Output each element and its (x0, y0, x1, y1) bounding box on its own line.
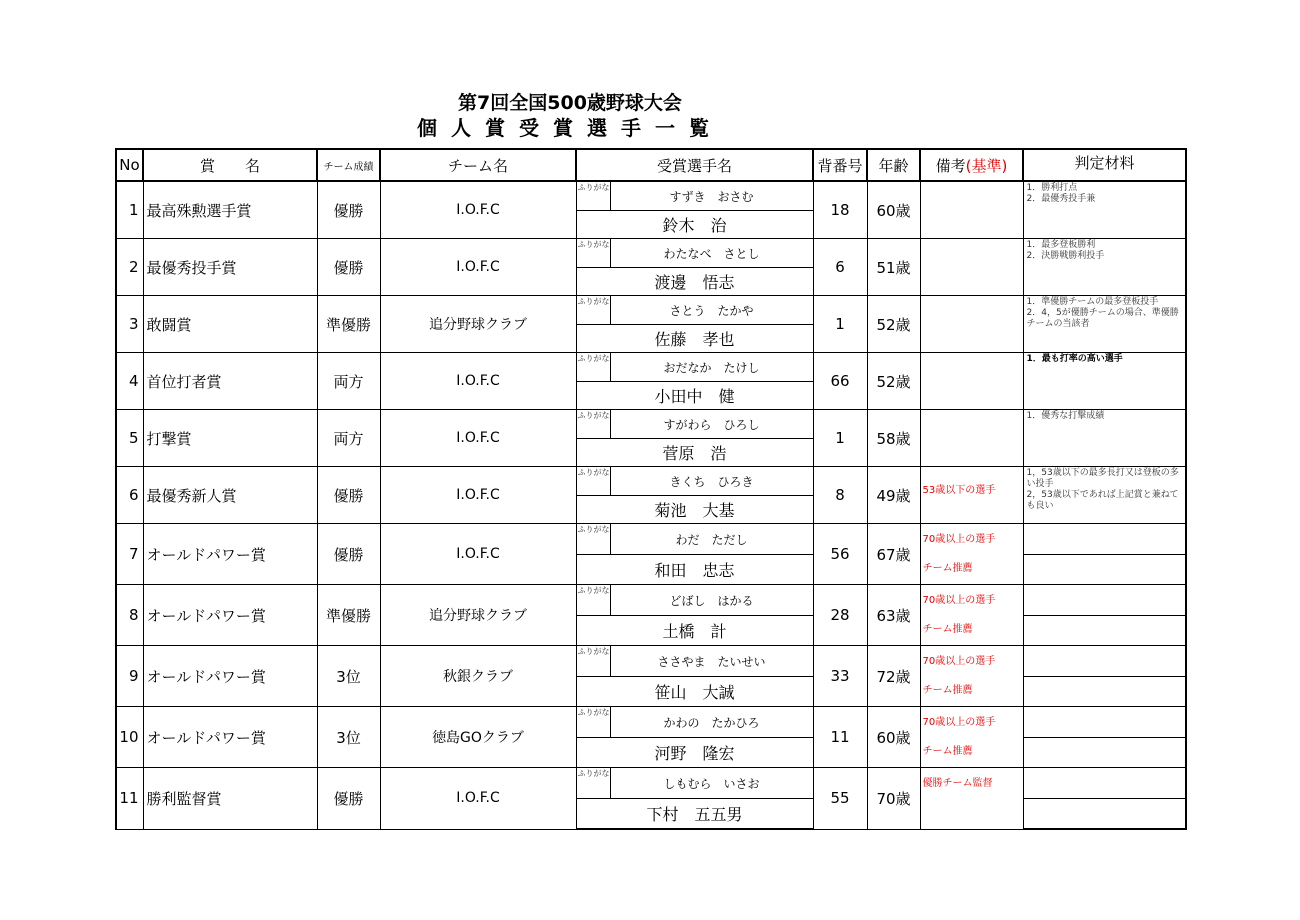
furigana-label: ふりがな (576, 353, 610, 382)
header-no: No (116, 149, 143, 181)
table-row (116, 646, 1186, 677)
table-row (116, 410, 1186, 439)
player-furigana: すがわら ひろし (610, 410, 813, 439)
player-furigana: わだ ただし (610, 524, 813, 555)
remarks (920, 585, 1023, 646)
criteria-cell (1023, 768, 1186, 799)
player-name: 菅原 浩 (576, 439, 813, 467)
award-name: 最高殊勲選手賞 (143, 181, 317, 239)
table-row (116, 296, 1186, 325)
header-remarks (920, 149, 1023, 181)
criteria-cell (1023, 646, 1186, 677)
remarks-line1: 70歳以上の選手 (922, 717, 996, 728)
row-no: 8 (116, 585, 143, 646)
player-furigana: ささやま たいせい (610, 646, 813, 677)
table-row (116, 239, 1186, 268)
team-name: I.O.F.C (380, 181, 576, 239)
furigana-label: ふりがな (576, 467, 610, 496)
player-furigana: わたなべ さとし (610, 239, 813, 268)
player-furigana: かわの たかひろ (610, 707, 813, 738)
header-criteria: 判定材料 (1023, 149, 1186, 181)
page-subtitle: 個人賞受賞選手一覧 (417, 116, 723, 140)
team-result: 3位 (317, 707, 380, 768)
player-furigana: すずき おさむ (610, 181, 813, 211)
row-no: 7 (116, 524, 143, 585)
header-result: チーム成績 (317, 149, 380, 181)
row-no: 10 (116, 707, 143, 768)
player-age: 63歳 (867, 585, 920, 646)
header-award: 賞 名 (143, 149, 317, 181)
player-age: 58歳 (867, 410, 920, 467)
player-name: 下村 五五男 (576, 799, 813, 830)
criteria-cell: 1．最も打率の高い選手 (1023, 353, 1186, 410)
team-result: 優勝 (317, 239, 380, 296)
table-row (116, 353, 1186, 382)
table-row (116, 585, 1186, 616)
team-name: I.O.F.C (380, 768, 576, 830)
team-name: I.O.F.C (380, 239, 576, 296)
player-name: 鈴木 治 (576, 211, 813, 239)
criteria-cell: 1，53歳以下の最多長打又は登板の多い投手 2，53歳以下であれば上記賞と兼ねても良い (1023, 467, 1186, 524)
row-no: 4 (116, 353, 143, 410)
header-remarks-label: 備考 (935, 156, 966, 175)
remarks (920, 467, 1023, 524)
uniform-number: 6 (813, 239, 867, 296)
player-age: 60歳 (867, 707, 920, 768)
team-result: 3位 (317, 646, 380, 707)
remarks-line2: チーム推薦 (922, 685, 973, 696)
table-row (116, 768, 1186, 799)
row-no: 3 (116, 296, 143, 353)
header-number: 背番号 (813, 149, 867, 181)
team-result: 優勝 (317, 467, 380, 524)
remarks-line1: 70歳以上の選手 (922, 534, 996, 545)
remarks (920, 646, 1023, 707)
player-name: 小田中 健 (576, 382, 813, 410)
criteria-cell: 1．最多登板勝利 2．決勝戦勝利投手 (1023, 239, 1186, 296)
furigana-label: ふりがな (576, 296, 610, 325)
criteria-cell (1023, 585, 1186, 616)
player-name: 佐藤 孝也 (576, 325, 813, 353)
furigana-label: ふりがな (576, 707, 610, 738)
remarks (920, 524, 1023, 585)
team-name: I.O.F.C (380, 524, 576, 585)
header-age: 年齢 (867, 149, 920, 181)
row-no: 6 (116, 467, 143, 524)
remarks-line1: 70歳以上の選手 (922, 656, 996, 667)
remarks (920, 768, 1023, 830)
uniform-number: 11 (813, 707, 867, 768)
player-name: 渡邊 悟志 (576, 268, 813, 296)
uniform-number: 1 (813, 296, 867, 353)
award-name: 最優秀新人賞 (143, 467, 317, 524)
row-no: 1 (116, 181, 143, 239)
criteria-cell-2 (1023, 616, 1186, 646)
page-title: 第7回全国500歳野球大会 (458, 92, 682, 114)
player-furigana: しもむら いさお (610, 768, 813, 799)
uniform-number: 55 (813, 768, 867, 830)
award-name: オールドパワー賞 (143, 585, 317, 646)
remarks-line2: チーム推薦 (922, 563, 973, 574)
player-age: 52歳 (867, 296, 920, 353)
player-name: 河野 隆宏 (576, 738, 813, 768)
criteria-cell (1023, 707, 1186, 738)
uniform-number: 8 (813, 467, 867, 524)
player-age: 72歳 (867, 646, 920, 707)
criteria-cell: 1．勝利打点 2．最優秀投手兼 (1023, 181, 1186, 239)
remarks-line2: チーム推薦 (922, 624, 973, 635)
row-no: 5 (116, 410, 143, 467)
row-no: 9 (116, 646, 143, 707)
award-name: 首位打者賞 (143, 353, 317, 410)
player-age: 67歳 (867, 524, 920, 585)
team-name: 徳島GOクラブ (380, 707, 576, 768)
team-result: 両方 (317, 410, 380, 467)
remarks-line1: 53歳以下の選手 (922, 484, 996, 496)
remarks (920, 181, 1023, 239)
award-name: 最優秀投手賞 (143, 239, 317, 296)
criteria-cell: 1．優秀な打撃成績 (1023, 410, 1186, 467)
remarks (920, 707, 1023, 768)
header-player: 受賞選手名 (576, 149, 813, 181)
remarks (920, 353, 1023, 410)
furigana-label: ふりがな (576, 181, 610, 211)
team-name: I.O.F.C (380, 353, 576, 410)
remarks (920, 296, 1023, 353)
header-team: チーム名 (380, 149, 576, 181)
remarks (920, 410, 1023, 467)
criteria-cell-2 (1023, 555, 1186, 585)
player-age: 49歳 (867, 467, 920, 524)
player-name: 土橋 計 (576, 616, 813, 646)
team-name: I.O.F.C (380, 410, 576, 467)
remarks (920, 239, 1023, 296)
uniform-number: 28 (813, 585, 867, 646)
remarks-line1: 優勝チーム監督 (922, 778, 993, 789)
furigana-label: ふりがな (576, 410, 610, 439)
row-no: 11 (116, 768, 143, 830)
table-header-row (116, 149, 1186, 181)
player-furigana: きくち ひろき (610, 467, 813, 496)
criteria-cell-2 (1023, 677, 1186, 707)
team-result: 両方 (317, 353, 380, 410)
award-name: 打撃賞 (143, 410, 317, 467)
team-result: 優勝 (317, 524, 380, 585)
uniform-number: 33 (813, 646, 867, 707)
award-name: 敢闘賞 (143, 296, 317, 353)
player-furigana: さとう たかや (610, 296, 813, 325)
furigana-label: ふりがな (576, 524, 610, 555)
team-result: 準優勝 (317, 296, 380, 353)
remarks-line1: 70歳以上の選手 (922, 595, 996, 606)
player-age: 60歳 (867, 181, 920, 239)
table-row (116, 181, 1186, 211)
player-furigana: どばし はかる (610, 585, 813, 616)
player-name: 笹山 大誠 (576, 677, 813, 707)
player-name: 菊池 大基 (576, 496, 813, 524)
award-name: 勝利監督賞 (143, 768, 317, 830)
uniform-number: 66 (813, 353, 867, 410)
header-remarks-criteria: (基準) (965, 156, 1008, 175)
furigana-label: ふりがな (576, 585, 610, 616)
furigana-label: ふりがな (576, 768, 610, 799)
row-no: 2 (116, 239, 143, 296)
award-name: オールドパワー賞 (143, 524, 317, 585)
uniform-number: 18 (813, 181, 867, 239)
team-result: 準優勝 (317, 585, 380, 646)
award-name: オールドパワー賞 (143, 646, 317, 707)
team-name: 追分野球クラブ (380, 296, 576, 353)
criteria-cell-2 (1023, 738, 1186, 768)
team-name: I.O.F.C (380, 467, 576, 524)
uniform-number: 1 (813, 410, 867, 467)
furigana-label: ふりがな (576, 646, 610, 677)
team-name: 秋銀クラブ (380, 646, 576, 707)
player-age: 52歳 (867, 353, 920, 410)
team-result: 優勝 (317, 181, 380, 239)
table-row (116, 707, 1186, 738)
player-age: 70歳 (867, 768, 920, 830)
team-result: 優勝 (317, 768, 380, 830)
player-name: 和田 忠志 (576, 555, 813, 585)
criteria-cell (1023, 524, 1186, 555)
remarks-line2: チーム推薦 (922, 746, 973, 757)
table-row (116, 524, 1186, 555)
uniform-number: 56 (813, 524, 867, 585)
player-age: 51歳 (867, 239, 920, 296)
furigana-label: ふりがな (576, 239, 610, 268)
team-name: 追分野球クラブ (380, 585, 576, 646)
criteria-cell-2 (1023, 799, 1186, 830)
award-table (115, 148, 1187, 830)
player-furigana: おだなか たけし (610, 353, 813, 382)
table-row (116, 467, 1186, 496)
criteria-cell: 1．準優勝チームの最多登板投手 2．4，5が優勝チームの場合、準優勝チームの当該者 (1023, 296, 1186, 353)
award-name: オールドパワー賞 (143, 707, 317, 768)
